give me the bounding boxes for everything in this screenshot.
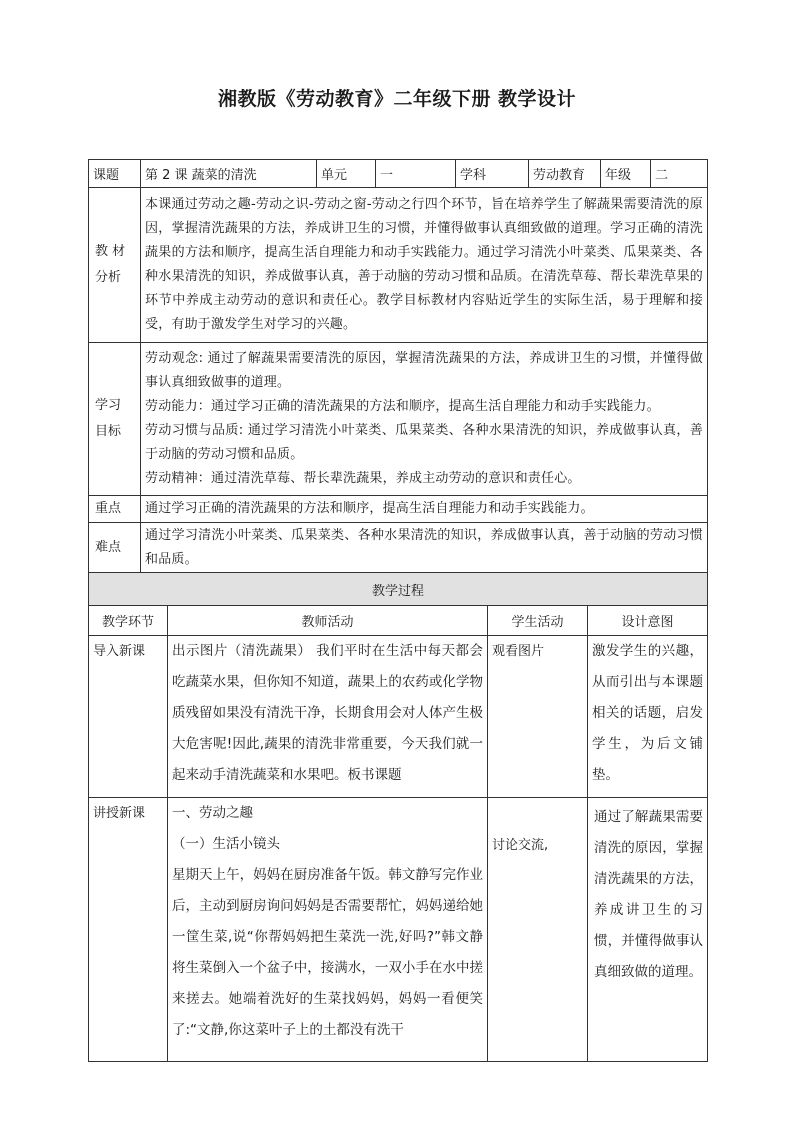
analysis-row [89, 188, 708, 343]
student-activity: 观看图片 [488, 636, 588, 798]
key-point-row [89, 496, 708, 523]
column-header: 学生活动 [488, 606, 588, 636]
key-point-label: 重点 [89, 496, 141, 523]
analysis-label-line1: 教 材 [95, 244, 126, 259]
process-columns-row [89, 606, 708, 636]
grade-value: 二 [651, 160, 708, 188]
info-row [89, 160, 708, 188]
stage-cell: 导入新课 [89, 636, 168, 798]
goals-label-line1: 学习 [95, 398, 122, 413]
design-intent: 激发学生的兴趣，从而引出与本课题相关的话题，启发学生，为后文铺垫。 [588, 636, 708, 798]
subject-value: 劳动教育 [529, 160, 601, 188]
goals-label-line2: 目标 [95, 424, 122, 439]
teacher-activity [168, 798, 488, 1062]
analysis-label-line2: 分析 [95, 270, 122, 285]
column-header: 教师活动 [168, 606, 488, 636]
teacher-line: （一）生活小镜头 [172, 836, 280, 852]
stage-cell: 讲授新课 [89, 798, 168, 1062]
goal-item: 劳动能力：通过学习正确的清洗蔬果的方法和顺序，提高生活自理能力和动手实践能力。 [145, 399, 660, 414]
column-header: 设计意图 [588, 606, 708, 636]
teacher-activity: 出示图片（清洗蔬果） 我们平时在生活中每天都会吃蔬菜水果，但你知不知道，蔬果上的农药或化学物质残留如果没有清洗干净，长期食用会对人体产生极大危害呢!因此,蔬果的清洗非常重要，今天我们就一起来动手清洗蔬菜和水果吧。板书课题 [168, 636, 488, 798]
goals-row [89, 343, 708, 496]
analysis-text: 本课通过劳动之趣-劳动之识-劳动之窗-劳动之行四个环节，旨在培养学生了解蔬果需要清洗的原因，掌握清洗蔬果的方法，养成讲卫生的习惯，并懂得做事认真细致做的道理。学习正确的清洗蔬果的方法和顺序，提高生活自理能力和动手实践能力。通过学习清洗小叶菜类、瓜果菜类、各种水果清洗的知识，养成做事认真，善于动脑的劳动习惯和品质。在清洗草莓、帮长辈洗草果的环节中养成主动劳动的意识和责任心。教学目标教材内容贴近学生的实际生活，易于理解和接受，有助于激发学生对学习的兴趣。 [141, 188, 708, 343]
process-header-row [89, 573, 708, 606]
design-intent: 通过了解蔬果需要清洗的原因，掌握清洗蔬果的方法，养成讲卫生的习惯，并懂得做事认真细致做的道理。 [588, 798, 708, 1062]
analysis-label [89, 188, 141, 343]
difficulty-text: 通过学习清洗小叶菜类、瓜果菜类、各种水果清洗的知识，养成做事认真，善于动脑的劳动习惯和品质。 [141, 523, 708, 573]
student-activity: 讨论交流, [488, 798, 588, 1062]
process-header: 教学过程 [89, 573, 708, 606]
document-title: 湘教版《劳动教育》二年级下册 教学设计 [217, 88, 577, 110]
grade-label: 年级 [601, 160, 651, 188]
key-point-text: 通过学习正确的清洗蔬果的方法和顺序，提高生活自理能力和动手实践能力。 [141, 496, 708, 523]
unit-value: 一 [376, 160, 456, 188]
goals-label [89, 343, 141, 496]
goal-item: 劳动精神：通过清洗草莓、帮长辈洗蔬果，养成主动劳动的意识和责任心。 [145, 471, 581, 486]
topic-value: 第 2 课 蔬菜的清洗 [141, 160, 317, 188]
subject-label: 学科 [456, 160, 529, 188]
process-row-intro [89, 636, 708, 798]
column-header: 教学环节 [89, 606, 168, 636]
goal-item: 劳动习惯与品质: 通过学习清洗小叶菜类、瓜果菜类、各种水果清洗的知识，养成做事认真，善于动脑的劳动习惯和品质。 [145, 423, 703, 462]
lesson-info-table [88, 159, 708, 573]
goal-item: 劳动观念: 通过了解蔬果需要清洗的原因，掌握清洗蔬果的方法，养成讲卫生的习惯，并懂得做事认真细致做事的道理。 [145, 351, 703, 390]
difficulty-row [89, 523, 708, 573]
process-row-new-lesson [89, 798, 708, 1062]
teacher-line: 一、劳动之趣 [172, 805, 253, 821]
goals-list [141, 343, 708, 496]
teaching-process-table [88, 572, 708, 1062]
teacher-line: 星期天上午，妈妈在厨房准备午饭。韩文静写完作业后，主动到厨房询问妈妈是否需要帮忙，妈妈递给她一筐生菜,说“你帮妈妈把生菜洗一洗,好吗?”韩文静将生菜倒入一个盆子中，接满水，一双小手在水中搓来搓去。她端着洗好的生菜找妈妈，妈妈一看便笑了:“文静,你这菜叶子上的土都没有洗干 [172, 867, 483, 1038]
topic-label: 课题 [89, 160, 141, 188]
unit-label: 单元 [317, 160, 376, 188]
difficulty-label: 难点 [89, 523, 141, 573]
